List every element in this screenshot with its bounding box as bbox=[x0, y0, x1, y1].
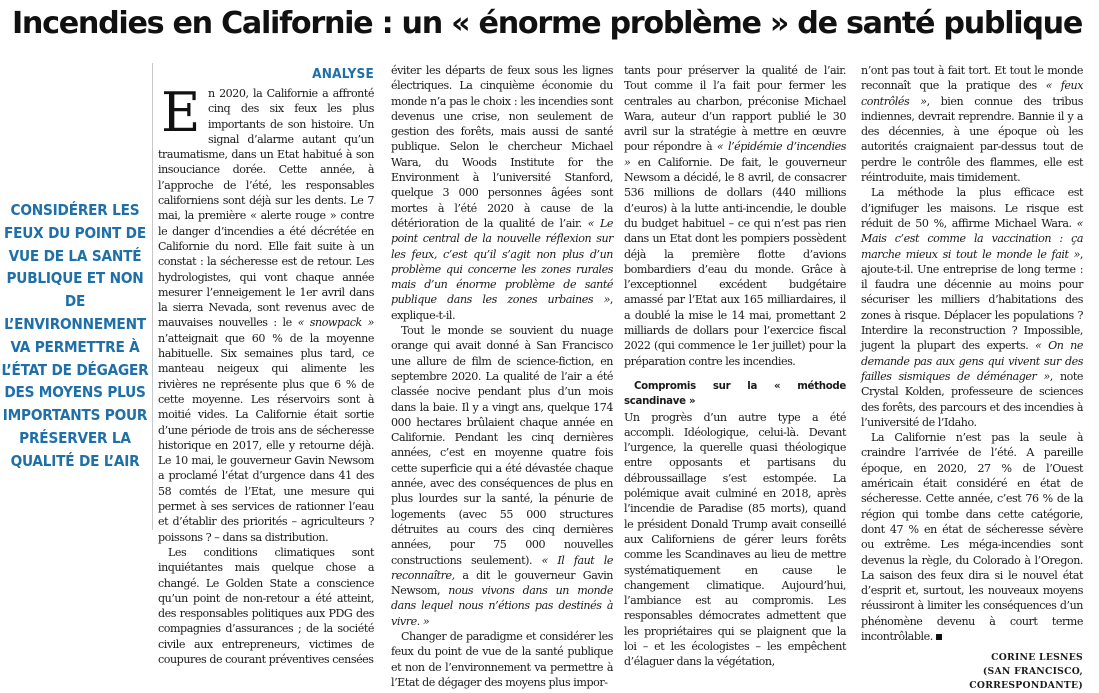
article-paragraph bbox=[624, 63, 846, 369]
text-run: a dit le gouverneur Gavin Newsom, bbox=[391, 568, 613, 598]
article-column-3 bbox=[624, 63, 846, 669]
text-run: en Californie. De fait, le gouverneur Newsom a décidé, le 8 avril, de consacrer 536 millions de dollars (440 millions d’euros) à la lutte anti-incendie, le double du budget habituel – ce qui n’est pas rien dans un Etat dont les pompiers possèdent déjà la première flotte d’avions bombardiers d’eau du monde. Grâce à l’exceptionnel excédent budgétaire amassé par l’Etat aux 165 milliardaires, il a doublé la mise le 14 mai, promettant 2 milliards de dollars pour l’exercice fiscal 2022 (qui commence le 1er juillet) pour la préparation contre les incendies. bbox=[624, 155, 846, 368]
quotation: « On ne demande pas aux gens qui vivent sur des failles sismiques de déménager » bbox=[861, 339, 1083, 383]
headline: Incendies en Californie : un « énorme problème » de santé publique bbox=[12, 6, 1083, 41]
text-run: , explique-t-il. bbox=[391, 293, 613, 322]
text-run: n’atteignait que 60 % de la moyenne habituelle. Six semaines plus tard, ce manteau neigeux qui alimente les rivières ne représente plus que 6 % de cette moyenne. Les réservoirs sont à moitié vides. La Californie était sortie d’une période de trois ans de sécheresse historique en 2017, elle y retourne déjà. Le 10 mai, le gouverneur Gavin Newsom a proclamé l’état d’urgence dans 41 des 58 comtés de l’Etat, une mesure qui permet à ses services de rationner l’eau et d’établir des priorités – agriculteurs ? poissons ? – dans sa distribution. bbox=[158, 331, 374, 544]
article-paragraph: Changer de paradigme et considérer les feux du point de vue de la santé publique et non de l’environnement va permettre à l’Etat de dégager des moyens plus impor- bbox=[391, 629, 613, 689]
column-divider bbox=[152, 63, 153, 530]
text-run: , bien connue des tribus indiennes, devrait reprendre. Bannie il y a des décennies, à une époque où les autorités craignaient par-dessus tout de perdre le contrôle des flammes, elle est réintroduite, mais timidement. bbox=[861, 94, 1083, 185]
text-run: , ajoute-t-il. Une entreprise de long terme : il faudra une décennie au moins pour sécuriser les milliers d’habitations des zones à risque. Déplacer les populations ? Interdire la reconstruction ? Impossible, jugent la plupart des experts. bbox=[861, 247, 1083, 353]
text-run: La Californie n’est pas la seule à craindre l’arrivée de l’été. A pareille époque, en 2020, 27 % de l’Ouest américain était considéré en état de sécheresse. Cette année, c’est 76 % de la région qui tombe dans cette catégorie, dont 47 % en état de sécheresse sévère ou extrême. Les méga-incendies sont devenus la règle, du Colorado à l’Oregon. La saison des feux dira si le nouvel état d’esprit et, surtout, les nouveaux moyens réussiront à limiter les conséquences d’un phénomène devenu à court terme incontrôlable. bbox=[861, 431, 1083, 643]
text-run: , note Crystal Kolden, professeure de sciences des forêts, des parcours et des incendies à l’université de l’Idaho. bbox=[861, 369, 1084, 429]
article-paragraph bbox=[861, 185, 1083, 430]
text-run: n’ont pas tout à fait tort. Et tout le monde reconnaît que la pratique des bbox=[861, 64, 1083, 93]
article-paragraph bbox=[391, 323, 613, 629]
quotation: « Mais c’est comme la vaccination : ça marche mieux si tout le monde le fait » bbox=[861, 216, 1083, 261]
quotation: nous vivons dans un monde dans lequel nous n’étions pas destinés à vivre. » bbox=[391, 584, 613, 628]
pull-quote: CONSIDÉRER LES FEUX DU POINT DE VUE DE LA SANTÉ PUBLIQUE ET NON DE L’ENVIRONNEMENT VA PERMETTRE À L’ÉTAT DE DÉGAGER DES MOYENS PLUS IMPORTANTS POUR PRÉSERVER LA QUALITÉ DE L’AIR bbox=[1, 201, 149, 470]
drop-cap: E bbox=[161, 81, 200, 144]
italic-term: « snowpack » bbox=[297, 316, 374, 330]
text-run: tants pour préserver la qualité de l’air. Tout comme il l’a fait pour fermer les centrales au charbon, préconise Michael Wara, auteur d’un rapport publié le 30 avril sur la stratégie à mettre en œuvre pour répondre à bbox=[624, 64, 846, 154]
article-paragraph bbox=[861, 63, 1083, 185]
quotation: « feux contrôlés » bbox=[861, 79, 1084, 108]
article-column-4 bbox=[861, 63, 1084, 692]
end-mark-icon bbox=[936, 634, 942, 640]
subheading: Compromis sur la « méthode scandinave » bbox=[624, 380, 846, 408]
author-byline: (SAN FRANCISCO, CORRESPONDANTE) bbox=[969, 666, 1083, 692]
text-run: n 2020, la Californie a affronté cinq des six feux les plus importants de son histoire. Un signal d’alarme autant qu’un traumatisme, dans un Etat habitué à son insouciance dorée. Cette année, à l’approche de l’été, les responsables californiens sont déjà sur les dents. Le 7 mai, la première « alerte rouge » contre le danger d’incendies a été décrétée en Californie du nord. Elle fait suite à un constat : la sécheresse est de retour. Les hydrologistes, qui vont chaque année mesurer l’enneigement le 1er avril dans la sierra Nevada, sont revenus avec de mauvaises nouvelles : le bbox=[158, 87, 374, 330]
article-paragraph: Un progrès d’un autre type a été accompli. Idéologique, celui-là. Devant l’urgence, la querelle quasi théologique entre opposants et partisans du débroussaillage s’est estompée. La polémique avait culminé en 2018, après l’incendie de Paradise (85 morts), quand le président Donald Trump avait conseillé aux Californiens de gérer leurs forêts comme les Scandinaves au lieu de mettre systématiquement en cause le changement climatique. Aujourd’hui, l’ambiance est au compromis. Les responsables démocrates admettent que les propriétaires qui se plaignent que la loi – et les écologistes – les empêchent d’élaguer dans la végétation, bbox=[624, 410, 846, 669]
text-run: Tout le monde se souvient du nuage orange qui avait donné à San Francisco une allure de film de science-fiction, en septembre 2020. La qualité de l’air a été classée nocive pendant plus d’un mois dans la baie. Il y a vingt ans, quelque 174 000 hectares brûlaient chaque année en Californie. Pendant les cinq dernières années, c’est en moyenne quatre fois cette superficie qui a été dévastée chaque année, avec des conséquences de plus en plus lourdes sur la santé, la pénurie de logements (avec 55 000 structures détruites au cours des cinq dernières années, pour 75 000 nouvelles constructions seulement). bbox=[391, 324, 613, 567]
article-paragraph bbox=[391, 63, 613, 323]
section-kicker: ANALYSE bbox=[312, 66, 374, 82]
text-run: éviter les départs de feux sous les lignes électriques. La cinquième économie du monde n’a pas le choix : les incendies sont devenus une crise, non seulement de gestion des forêts, mais aussi de santé publique. Selon le chercheur Michael Wara, du Woods Institute for the Environment à l’université Stanford, quelque 3 000 personnes âgées sont mortes à l’été 2020 à cause de la détérioration de la qualité de l’air. bbox=[391, 64, 613, 230]
article-paragraph: Les conditions climatiques sont inquiétantes mais quelque chose a changé. Le Golden State a conscience qu’un point de non-retour a été atteint, des responsables politiques aux PDG des compagnies d’assurances ; de la société civile aux entrepreneurs, victimes de coupures de courant préventives censées bbox=[158, 545, 374, 666]
quotation: « Il faut le reconnaître, bbox=[391, 553, 613, 582]
text-run: La méthode la plus efficace est d’ignifuger les maisons. Le risque est réduit de 50 %, affirme Michael Wara. bbox=[861, 186, 1083, 230]
quotation: « l’épidémie d’incendies » bbox=[624, 140, 846, 169]
author-name: CORINE LESNES bbox=[991, 652, 1083, 664]
article-paragraph bbox=[861, 430, 1083, 644]
quotation: « Le point central de la nouvelle réflexion sur les feux, c’est qu’il s’agit non plus d’un problème qui concerne les zones rurales mais d’un énorme problème de santé publique dans les zones urbaines » bbox=[391, 216, 613, 307]
article-column-2 bbox=[391, 63, 613, 689]
article-column-1 bbox=[158, 63, 374, 666]
article-paragraph bbox=[158, 81, 374, 545]
